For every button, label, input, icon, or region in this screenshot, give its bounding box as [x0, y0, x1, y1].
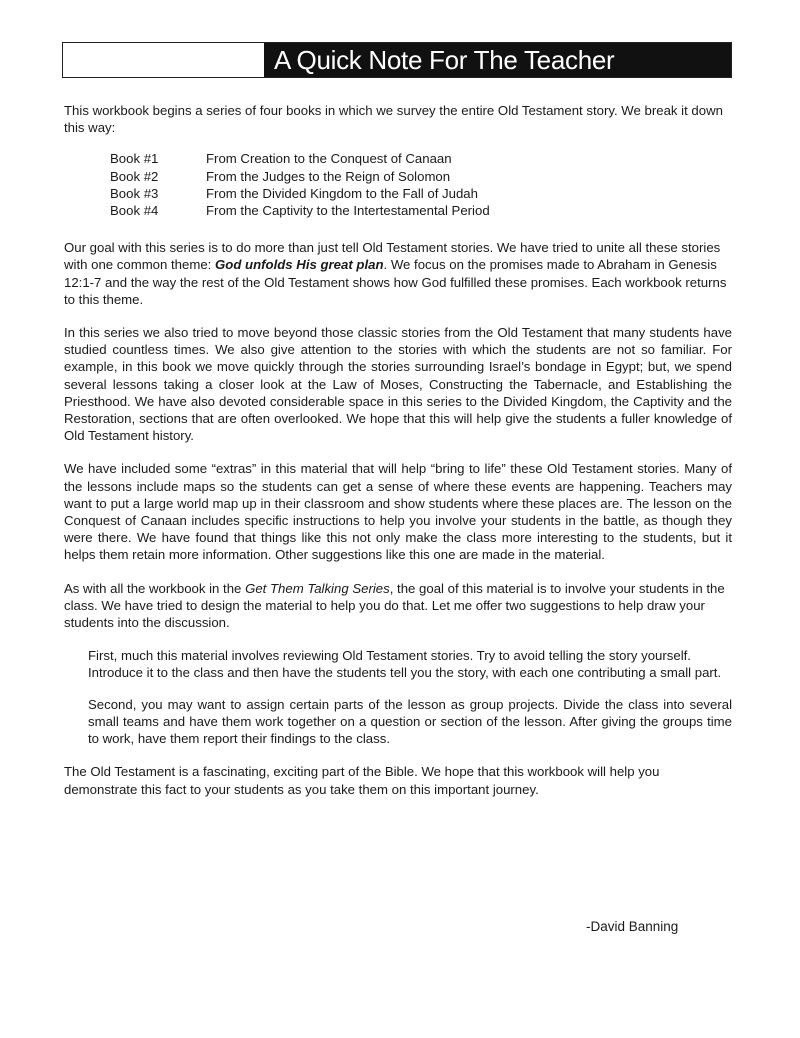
- list-item: [110, 185, 732, 202]
- theme-emphasis: God unfolds His great plan: [215, 257, 384, 273]
- intro-paragraph: This workbook begins a series of four books in which we survey the entire Old Testament story. We break it down this way:: [64, 103, 723, 136]
- book-description: From the Judges to the Reign of Solomon: [206, 168, 451, 184]
- series-name: Get Them Talking Series: [245, 580, 390, 596]
- book-number: Book #2: [110, 168, 159, 184]
- page-title: A Quick Note For The Teacher: [264, 43, 731, 77]
- book-list: [110, 150, 732, 219]
- workbook-paragraph: [64, 580, 732, 632]
- series-paragraph: In this series we also tried to move beyond those classic stories from the Old Testament that many students have studied countless times. We also give attention to the stories with which the students are not so familiar. For example, in this book we move quickly through the stories surrounding Israel’s bondage in Egypt; but, we spend several lessons taking a closer look at the Law of Moses, Constructing the Tabernacle, and Establishing the Priesthood. We have also devoted considerable space in this series to the Divided Kingdom, the Captivity and the Restoration, sections that are often overlooked. We hope that this will help give the students a fuller knowledge of Old Testament history.: [64, 325, 732, 444]
- extras-paragraph: We have included some “extras” in this material that will help “bring to life” these Old Testament stories. Many of the lessons include maps so the students can get a sense of where these events are happening. Teachers may want to put a large world map up in their classroom and show students where these places are. The lesson on the Conquest of Canaan includes specific instructions to help you involve your students in the battle, as though they were there. We have found that things like this not only make the class more interesting to the students, but it helps them retain more information. Other suggestions like this one are made in the material.: [64, 461, 732, 563]
- header-blank-box: [63, 43, 264, 77]
- list-item: [110, 150, 732, 167]
- first-suggestion: First, much this material involves reviewing Old Testament stories. Try to avoid telling the story yourself. Introduce it to the class and then have the students tell you the story, with each one contributing a small part.: [88, 648, 722, 681]
- list-item: [110, 168, 732, 185]
- author-signature: -David Banning: [586, 919, 679, 934]
- book-number: Book #1: [110, 151, 159, 167]
- goal-text-start: Our goal with this series is to do more than just tell Old Testament stories. We have tried to unite all these stories with one common theme:: [64, 240, 721, 273]
- note-body: [64, 102, 732, 814]
- goal-text-end: . We focus on the promises made to Abraham in Genesis 12:1-7 and the way the rest of the Old Testament shows how God fulfilled these promises. Each workbook returns to this theme.: [64, 257, 727, 307]
- second-suggestion: Second, you may want to assign certain parts of the lesson as group projects. Divide the class into several small teams and have them work together on a question or section of the lesson. After giving the groups time to work, have them report their findings to the class.: [88, 696, 732, 747]
- page-header: [62, 42, 732, 78]
- workbook-text-end: , the goal of this material is to involve your students in the class. We have tried to design the material to help you do that. Let me offer two suggestions to help draw your students into the discussion.: [64, 580, 725, 631]
- book-number: Book #3: [110, 185, 159, 201]
- workbook-text-start: As with all the workbook in the: [64, 580, 246, 596]
- closing-paragraph: The Old Testament is a fascinating, exciting part of the Bible. We hope that this workbook will help you demonstrate this fact to your students as you take them on this important journey.: [64, 764, 660, 797]
- list-item: [110, 202, 732, 219]
- book-description: From Creation to the Conquest of Canaan: [206, 151, 452, 167]
- book-number: Book #4: [110, 203, 159, 219]
- book-description: From the Divided Kingdom to the Fall of Judah: [206, 185, 478, 201]
- book-description: From the Captivity to the Intertestamental Period: [206, 203, 490, 219]
- goal-paragraph: [64, 239, 732, 308]
